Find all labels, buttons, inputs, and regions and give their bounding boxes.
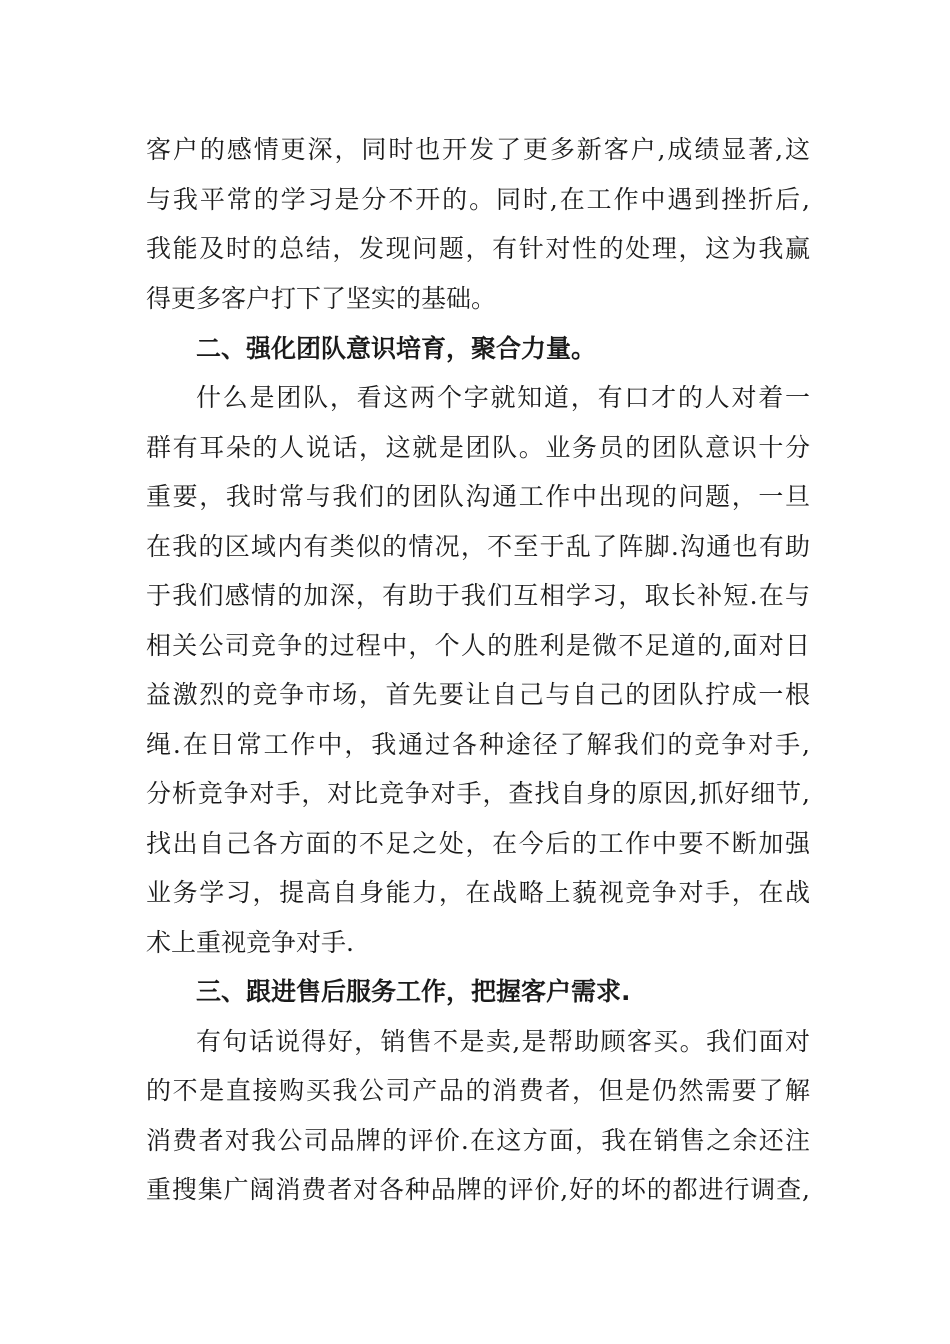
body-text-line: 于我们感情的加深，有助于我们互相学习，取长补短.在与 [146,581,810,610]
body-text-line: 相关公司竞争的过程中，个人的胜利是微不足道的,面对日 [146,631,810,660]
body-text-line: 什么是团队，看这两个字就知道，有口才的人对着一 [196,383,810,412]
body-text-line: 群有耳朵的人说话，这就是团队。业务员的团队意识十分 [146,433,810,462]
body-text-line: 业务学习，提高自身能力，在战略上藐视竞争对手，在战 [146,878,810,907]
body-text-line: 重搜集广阔消费者对各种品牌的评价,好的坏的都进行调查, [146,1175,810,1204]
body-text-line: 绳.在日常工作中，我通过各种途径了解我们的竞争对手, [146,730,810,759]
section-heading-3: 三、跟进售后服务工作，把握客户需求. [196,977,631,1006]
body-text-line: 在我的区域内有类似的情况，不至于乱了阵脚.沟通也有助 [146,532,810,561]
body-text-line: 重要，我时常与我们的团队沟通工作中出现的问题，一旦 [146,482,810,511]
body-text-line: 益激烈的竞争市场，首先要让自己与自己的团队拧成一根 [146,680,810,709]
body-text-line: 术上重视竞争对手. [146,928,354,957]
body-text-line: 与我平常的学习是分不开的。同时,在工作中遇到挫折后, [146,185,810,214]
body-text-line: 分析竞争对手，对比竞争对手，查找自身的原因,抓好细节, [146,779,810,808]
body-text-line: 找出自己各方面的不足之处，在今后的工作中要不断加强 [146,829,810,858]
body-text-line: 的不是直接购买我公司产品的消费者，但是仍然需要了解 [146,1076,810,1105]
section-heading-2: 二、强化团队意识培育，聚合力量。 [196,334,597,363]
body-text-line: 我能及时的总结，发现问题，有针对性的处理，这为我赢 [146,234,810,263]
body-text-line: 客户的感情更深，同时也开发了更多新客户,成绩显著,这 [146,135,810,164]
body-text-line: 得更多客户打下了坚实的基础。 [146,284,497,313]
body-text-line: 消费者对我公司品牌的评价.在这方面，我在销售之余还注 [146,1126,810,1155]
body-text-line: 有句话说得好，销售不是卖,是帮助顾客买。我们面对 [196,1027,810,1056]
